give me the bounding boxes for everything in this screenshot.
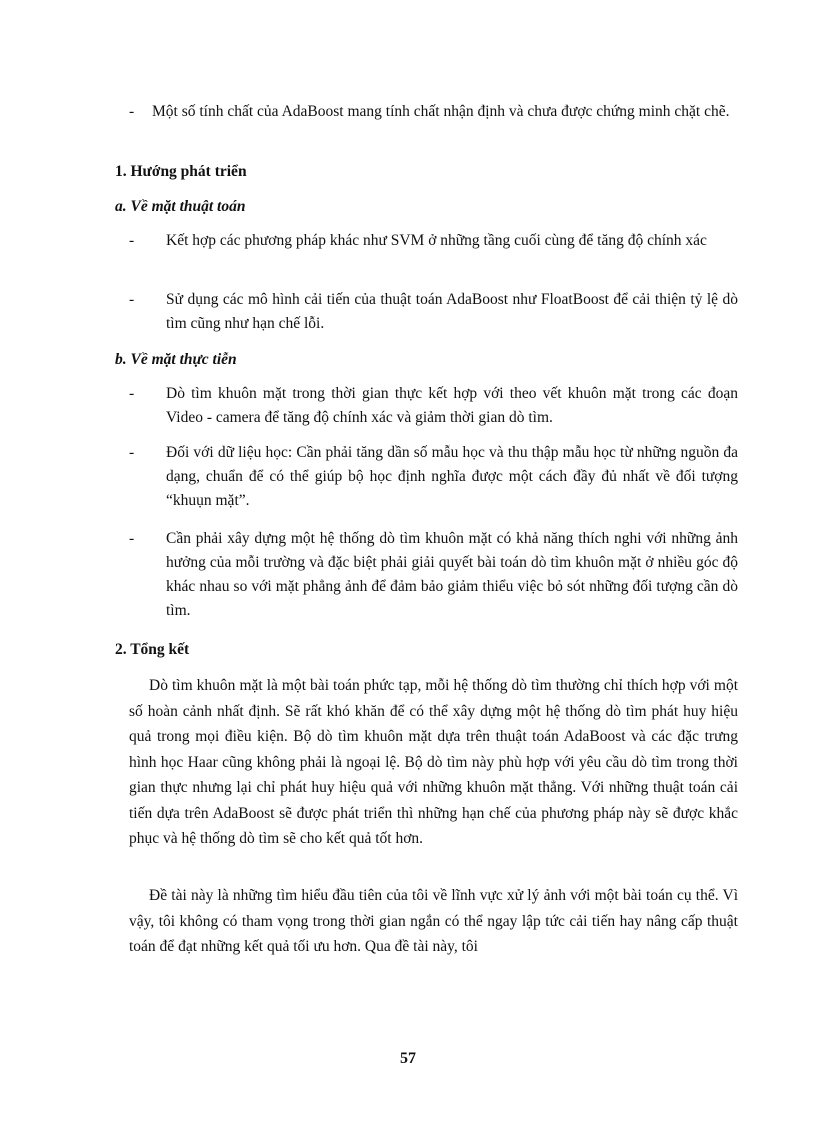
intro-bullet (129, 100, 738, 124)
practical-item-2 (129, 441, 738, 513)
bullet-dash: - (129, 444, 135, 461)
bullet-dash: - (129, 232, 135, 249)
practical-item-3-text: Cần phải xây dựng một hệ thống dò tìm khuôn mặt có khả năng thích nghi với những ảnh hưởng của mỗi trường và đặc biệt phải giải quyết bài toán dò tìm khuôn mặt ở nhiều góc độ khác nhau so với mặt phẳng ảnh để đảm bảo giảm thiểu việc bỏ sót những đối tượng cần dò tìm. (166, 530, 738, 619)
page-number: 57 (400, 1050, 416, 1067)
bullet-dash: - (129, 385, 135, 402)
algorithm-item-1 (129, 229, 738, 253)
section-2-heading: 2. Tổng kết (115, 641, 190, 658)
bullet-dash: - (129, 291, 135, 308)
summary-paragraph-1: Dò tìm khuôn mặt là một bài toán phức tạp, mỗi hệ thống dò tìm thường chỉ thích hợp với một số hoàn cảnh nhất định. Sẽ rất khó khăn để có thể xây dựng một hệ thống dò tìm phát huy hiệu quả trong mọi điều kiện. Bộ dò tìm khuôn mặt dựa trên thuật toán AdaBoost và các đặc trưng hình học Haar cũng không phải là ngoại lệ. Bộ dò tìm này phù hợp với yêu cầu dò tìm trong thời gian thực nhưng lại chỉ phát huy hiệu quả với những khuôn mặt thẳng. Với những thuật toán cải tiến dựa trên AdaBoost sẽ được phát triển thì những hạn chế của phương pháp này sẽ được khắc phục và hệ thống dò tìm sẽ cho kết quả tốt hơn. (129, 677, 738, 847)
practical-item-1 (129, 382, 738, 430)
summary-paragraph-2: Đề tài này là những tìm hiểu đầu tiên của tôi về lĩnh vực xử lý ảnh với một bài toán cụ thể. Vì vậy, tôi không có tham vọng trong thời gian ngắn có thể ngay lập tức cải tiến hay nâng cấp thuật toán để đạt những kết quả tối ưu hơn. Qua đề tài này, tôi (129, 887, 738, 955)
algorithm-item-1-text: Kết hợp các phương pháp khác như SVM ở những tầng cuối cùng để tăng độ chính xác (166, 232, 707, 249)
subsection-a-heading: a. Về mặt thuật toán (115, 198, 246, 215)
practical-item-2-text: Đối với dữ liệu học: Cần phải tăng dần số mẫu học và thu thập mẫu học từ những nguồn đa dạng, chuẩn để có thể giúp bộ học định nghĩa được một cách đầy đủ nhất về đối tượng “khuụn mặt”. (166, 444, 738, 509)
algorithm-item-2-text: Sử dụng các mô hình cải tiến của thuật toán AdaBoost như FloatBoost để cải thiện tỷ lệ dò tìm cũng như hạn chế lỗi. (166, 291, 738, 332)
algorithm-item-2 (129, 288, 738, 336)
bullet-dash: - (129, 530, 135, 547)
section-1-heading: 1. Hướng phát triển (115, 163, 247, 180)
intro-bullet-text: Một số tính chất của AdaBoost mang tính chất nhận định và chưa được chứng minh chặt chẽ. (152, 103, 730, 120)
bullet-dash: - (129, 103, 135, 120)
practical-item-3 (129, 527, 738, 623)
subsection-b-heading: b. Về mặt thực tiễn (115, 351, 237, 368)
practical-item-1-text: Dò tìm khuôn mặt trong thời gian thực kết hợp với theo vết khuôn mặt trong các đoạn Video - camera để tăng độ chính xác và giảm thời gian dò tìm. (166, 385, 738, 426)
